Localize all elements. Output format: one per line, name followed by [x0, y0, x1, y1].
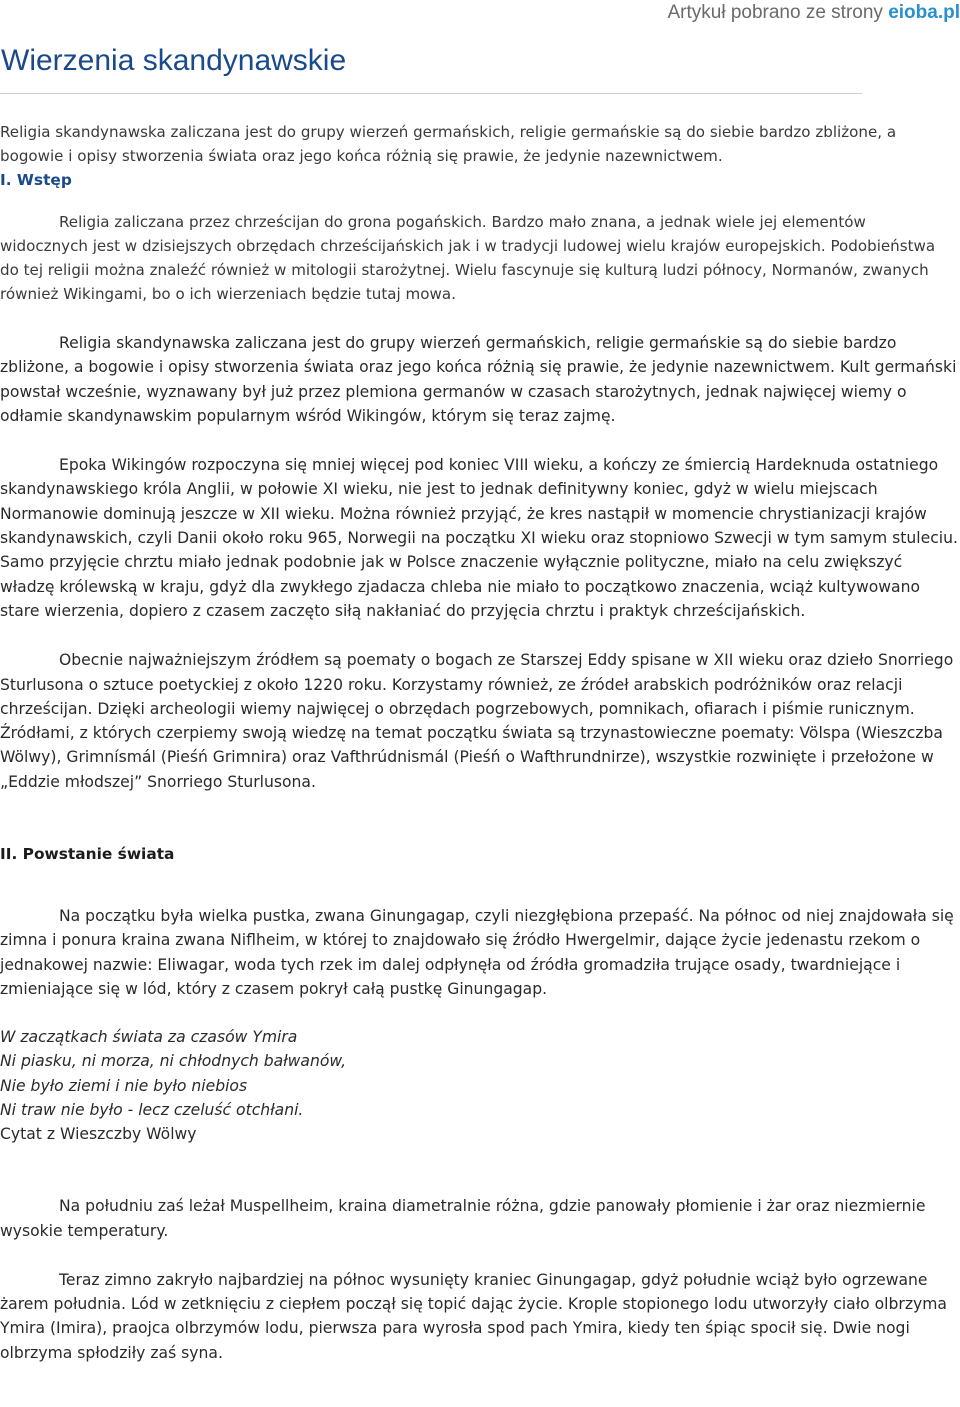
- quote-line: W zaczątkach świata za czasów Ymira: [0, 1028, 298, 1047]
- paragraph: Na początku była wielka pustka, zwana Ginungagap, czyli niezgłębiona przepaść. Na północ od niej znajdowała się zimna i ponura kraina zwana Niflheim, w której to znajdowało się źródło Hwergelmir, dające życie jedenastu rzekom o jednakowej nazwie: Eliwagar, woda tych rzek im dalej odpłynęła od źródła gromadziła trujące osady, twardniejące i zmieniające się w lód, który z czasem pokrył całą pustkę Ginungagap.: [0, 907, 954, 998]
- paragraph: Religia skandynawska zaliczana jest do grupy wierzeń germańskich, religie germańskie są do siebie bardzo zbliżone, a bogowie i opisy stworzenia świata oraz jego końca różnią się prawie, że jedynie nazewnictwem. Kult germański powstał wcześnie, wyznawany był już przez plemiona germanów w czasach starożytnych, jednak najwięcej wiemy o odłamie skandynawskim popularnym wśród Wikingów, którym się teraz zajmę.: [0, 334, 957, 425]
- source-attribution: [667, 2, 960, 24]
- source-prefix: Artykuł pobrano ze strony: [667, 2, 889, 23]
- quote-line: Nie było ziemi i nie było niebios: [0, 1076, 248, 1095]
- paragraph: Teraz zimno zakryło najbardziej na północ wysunięty kraniec Ginungagap, gdyż południe wciąż było ogrzewane żarem południa. Lód w zetknięciu z ciepłem począł się topić dając życie. Krople stopionego lodu utworzyły ciało olbrzyma Ymira (Imira), praojca olbrzymów lodu, pierwsza para wyrosła spod pach Ymira, kiedy ten śpiąc spocił się. Dwie nogi olbrzyma spłodziły zaś syna.: [0, 1270, 947, 1362]
- paragraph: Obecnie najważniejszym źródłem są poematy o bogach ze Starszej Eddy spisane w XII wieku oraz dzieło Snorriego Sturlusona o sztuce poetyckiej z około 1220 roku. Korzystamy również, ze źródeł arabskich podróżników oraz relacji chrześcijan. Dzięki archeologii wiemy najwięcej o obrzędach pogrzebowych, pomnikach, ofiarach i piśmie runicznym. Źródłami, z których czerpiemy swoją wiedzę na temat początku świata są trzynastowieczne poematy: Völspa (Wieszczba Wölwy), Grimnísmál (Pieśń Grimnira) oraz Vafthrúdnismál (Pieśń o Wafthrundnirze), wszystkie rozwinięte i przełożone w „Eddzie młodszej” Snorriego Sturlusona.: [0, 651, 954, 791]
- section-heading-intro: I. Wstęp: [0, 171, 72, 189]
- quote-line: Ni traw nie było - lecz czeluść otchłani.: [0, 1100, 304, 1119]
- article-body: [0, 120, 958, 1365]
- quote-line: Ni piasku, ni morza, ni chłodnych bałwanów,: [0, 1052, 347, 1071]
- poem-quote: [0, 1025, 958, 1146]
- page-title: Wierzenia skandynawskie: [1, 44, 347, 77]
- quote-source: Cytat z Wieszczby Wölwy: [0, 1125, 197, 1144]
- section-heading-creation: II. Powstanie świata: [0, 845, 175, 864]
- paragraph: Epoka Wikingów rozpoczyna się mniej więcej pod koniec VIII wieku, a kończy ze śmiercią Hardeknuda ostatniego skandynawskiego króla Anglii, w połowie XI wieku, nie jest to jednak definitywny koniec, gdyż w wielu miejscach Normanowie dominują jeszcze w XII wieku. Można również przyjąć, że kres nastąpił w momencie chrystianizacji krajów skandynawskich, czyli Danii około roku 965, Norwegii na początku XI wieku oraz stopniowo Szwecji w tym samym stuleciu. Samo przyjęcie chrztu miało jednak podobnie jak w Polsce znaczenie wyłącznie polityczne, miało na celu zwiększyć władzę królewską w kraju, gdyż dla zwykłego zjadacza chleba nie miało to początkowo znaczenia, wciąż kultywowano stare wierzenia, dopiero z czasem zaczęto siłą nakłaniać do przyjęcia chrztu i praktyk chrześcijańskich.: [0, 456, 958, 620]
- paragraph: Religia zaliczana przez chrześcijan do grona pogańskich. Bardzo mało znana, a jednak wiele jej elementów widocznych jest w dzisiejszych obrzędach chrześcijańskich jak i w tradycji ludowej wielu krajów europejskich. Podobieństwa do tej religii można znaleźć również w mitologii starożytnej. Wielu fascynuje się kulturą ludzi północy, Normanów, zwanych również Wikingami, bo o ich wierzeniach będzie tutaj mowa.: [0, 213, 936, 303]
- article-intro: Religia skandynawska zaliczana jest do grupy wierzeń germańskich, religie germańskie są do siebie bardzo zbliżone, a bogowie i opisy stworzenia świata oraz jego końca różnią się prawie, że jedynie nazewnictwem.: [0, 123, 897, 165]
- title-divider: [0, 93, 862, 94]
- source-link[interactable]: eioba.pl: [888, 2, 960, 23]
- paragraph: Na południu zaś leżał Muspellheim, kraina diametralnie różna, gdzie panowały płomienie i żar oraz niezmiernie wysokie temperatury.: [0, 1197, 926, 1240]
